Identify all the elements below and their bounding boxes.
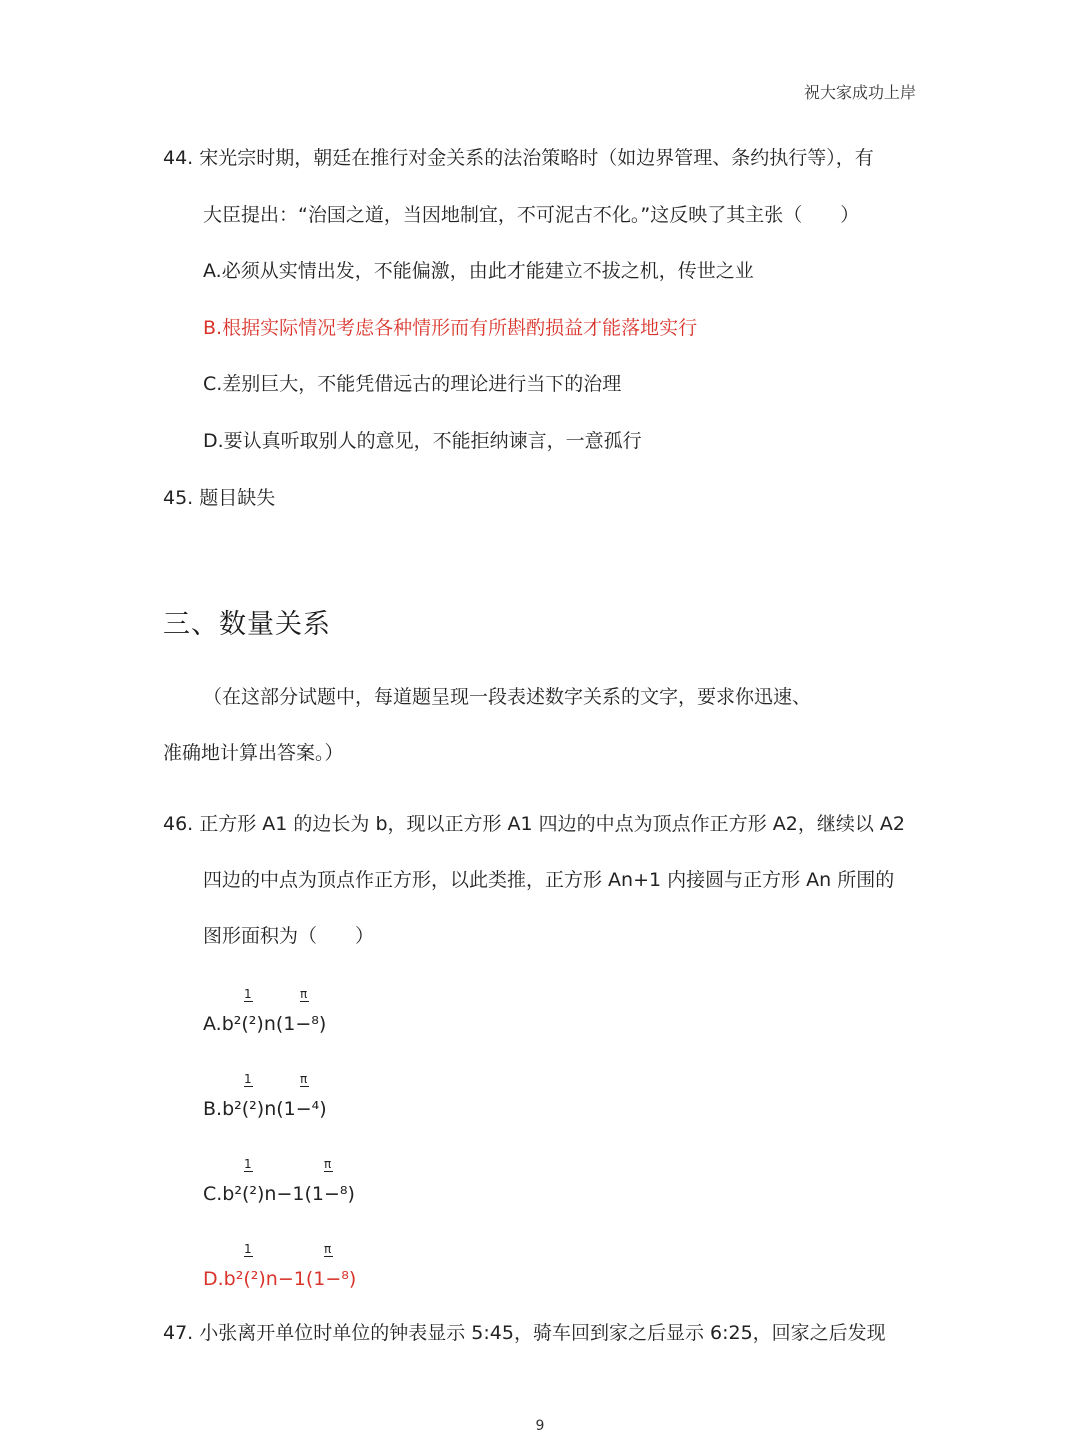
q44-option-b-answer: B.根据实际情况考虑各种情形而有所斟酌损益才能落地实行	[203, 317, 698, 339]
page-number: 9	[535, 1418, 545, 1434]
q46-option-b-frac1-num: 1	[244, 1072, 252, 1086]
q45-stem: 45. 题目缺失	[163, 487, 276, 509]
q46-stem-line1: 46. 正方形 A1 的边长为 b，现以正方形 A1 四边的中点为顶点作正方形 A2，继续以 A2	[163, 813, 905, 835]
q44-stem-line1: 44. 宋光宗时期，朝廷在推行对金关系的法治策略时（如边界管理、条约执行等），有	[163, 147, 874, 169]
q46-option-d-text: D.b²(²)n−1(1−⁸)	[203, 1268, 357, 1290]
q46-option-c-frac2-num: π	[324, 1157, 332, 1171]
q44-option-d: D.要认真听取别人的意见，不能拒纳谏言，一意孤行	[203, 430, 642, 452]
q46-option-a-frac1	[244, 988, 253, 1003]
q46-option-b	[203, 1097, 327, 1121]
section-title: 三、数量关系	[163, 609, 331, 640]
q46-option-c-frac1	[244, 1158, 253, 1173]
q46-option-d-frac2	[324, 1243, 333, 1258]
q46-option-b-frac1	[244, 1073, 253, 1088]
section-intro-line2: 准确地计算出答案。）	[163, 742, 344, 764]
q46-option-a-frac2-num: π	[300, 987, 308, 1001]
q47-stem-line1: 47. 小张离开单位时单位的钟表显示 5:45，骑车回到家之后显示 6:25，回家之后发现	[163, 1322, 886, 1344]
q46-option-d-frac1-num: 1	[244, 1242, 252, 1256]
page-header: 祝大家成功上岸	[803, 83, 916, 102]
q46-option-c-frac2	[324, 1158, 333, 1173]
q46-option-c-text: C.b²(²)n−1(1−⁸)	[203, 1183, 355, 1205]
q46-option-b-frac2-num: π	[300, 1072, 308, 1086]
q46-stem-line2: 四边的中点为顶点作正方形，以此类推，正方形 An+1 内接圆与正方形 An 所围的	[203, 869, 895, 891]
q46-option-d-frac2-num: π	[324, 1242, 332, 1256]
q46-option-b-frac2	[300, 1073, 309, 1088]
section-intro-line1: （在这部分试题中，每道题呈现一段表述数字关系的文字，要求你迅速、	[203, 686, 812, 708]
q44-stem-line2: 大臣提出：“治国之道，当因地制宜，不可泥古不化。”这反映了其主张（ ）	[203, 204, 860, 226]
q46-option-c-frac1-num: 1	[244, 1157, 252, 1171]
q46-option-d-frac1	[244, 1243, 253, 1258]
q46-option-a-frac1-num: 1	[244, 987, 252, 1001]
q46-option-a	[203, 1012, 326, 1036]
q46-option-b-text: B.b²(²)n(1−⁴)	[203, 1098, 327, 1120]
q46-stem-line3: 图形面积为（ ）	[203, 925, 375, 947]
q46-option-a-text: A.b²(²)n(1−⁸)	[203, 1013, 327, 1035]
q44-option-a: A.必须从实情出发，不能偏激，由此才能建立不拔之机，传世之业	[203, 260, 754, 282]
q46-option-d-answer	[203, 1267, 356, 1291]
q44-option-c: C.差别巨大，不能凭借远古的理论进行当下的治理	[203, 373, 622, 395]
q46-option-a-frac2	[300, 988, 309, 1003]
q46-option-c	[203, 1182, 355, 1206]
